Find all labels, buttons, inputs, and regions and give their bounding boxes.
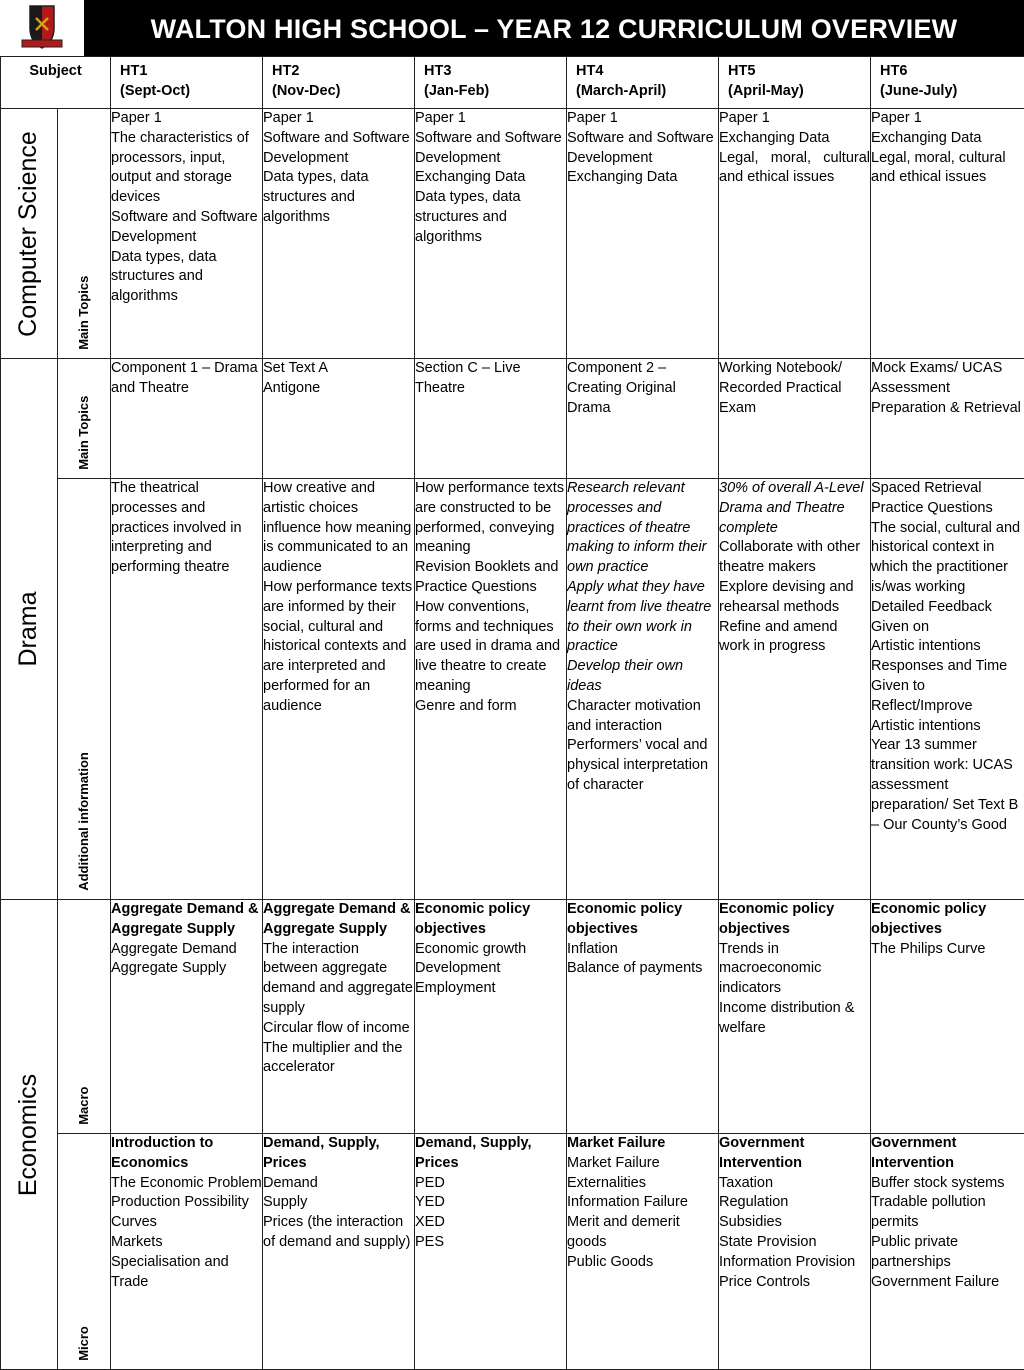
topic-line: Software and Software Development [111,208,262,248]
topic-line: How performance texts are constructed to be performed, conveying meaning [415,479,566,558]
topic-line: Aggregate Demand [111,940,262,960]
subject-name-cell [1,900,58,1370]
row-label-cell [58,479,111,900]
topic-line: Paper 1 [263,109,414,129]
topic-line: Year 13 summer transition work: UCAS assessment preparation/ Set Text B – Our County’s Good [871,736,1024,835]
topic-line: Government Failure [871,1273,1024,1293]
topic-line: How performance texts are informed by their social, cultural and historical contexts and are interpreted and performed for an audience [263,578,414,717]
topic-cell [567,479,719,900]
term-name: HT5 [728,62,862,82]
topic-line: Inflation [567,940,718,960]
topic-cell [415,359,567,479]
topic-line: Income distribution & welfare [719,999,870,1039]
topic-line: Economic policy objectives [719,900,870,940]
topic-cell [719,479,871,900]
topic-line: Explore devising and rehearsal methods [719,578,870,618]
subject-name-cell [1,109,58,359]
subject-name-cell [1,359,58,900]
topic-line: Externalities [567,1174,718,1194]
term-months: (Jan-Feb) [424,82,558,102]
topic-line: Mock Exams/ UCAS Assessment Preparation & Retrieval [871,359,1024,418]
school-crest-icon [0,0,84,56]
term-header-ht1 [111,57,263,109]
topic-line: Information Failure [567,1193,718,1213]
curriculum-table [0,56,1024,1370]
topic-line: Aggregate Supply [111,959,262,979]
topic-cell [263,359,415,479]
topic-line: Performers’ vocal and physical interpretation of character [567,736,718,795]
topic-cell [415,900,567,1134]
topic-line: Exchanging Data [719,129,870,149]
term-name: HT4 [576,62,710,82]
topic-line: Exchanging Data [871,129,1024,149]
topic-line: Specialisation and Trade [111,1253,262,1293]
topic-line: Paper 1 [567,109,718,129]
topic-line: Aggregate Demand & Aggregate Supply [111,900,262,940]
topic-line: Spaced Retrieval Practice Questions [871,479,1024,519]
topic-line: Development [415,959,566,979]
topic-cell [567,359,719,479]
topic-line: Circular flow of income [263,1019,414,1039]
topic-line: Market Failure [567,1154,718,1174]
topic-line: Trends in macroeconomic indicators [719,940,870,999]
topic-line: Detailed Feedback Given on [871,598,1024,638]
topic-cell [567,109,719,359]
topic-line: The theatrical processes and practices involved in interpreting and performing theatre [111,479,262,578]
topic-line: The characteristics of processors, input, output and storage devices [111,129,262,208]
topic-line: Genre and form [415,697,566,717]
topic-line: Government Intervention [719,1134,870,1174]
topic-line: Software and Software Development [263,129,414,169]
term-name: HT1 [120,62,254,82]
topic-cell [415,1134,567,1370]
row-label-cell [58,900,111,1134]
topic-line: Collaborate with other theatre makers [719,538,870,578]
topic-line: Aggregate Demand & Aggregate Supply [263,900,414,940]
term-header-ht3 [415,57,567,109]
topic-line: PED [415,1174,566,1194]
topic-cell [871,359,1024,479]
topic-line: State Provision [719,1233,870,1253]
topic-line: Refine and amend work in progress [719,618,870,658]
topic-line: Component 2 – Creating Original Drama [567,359,718,418]
topic-line: Balance of payments [567,959,718,979]
row-label-cell [58,109,111,359]
topic-cell [111,109,263,359]
topic-line: 30% of overall A-Level Drama and Theatre complete [719,479,870,538]
topic-line: Economic policy objectives [567,900,718,940]
topic-line: Regulation [719,1193,870,1213]
topic-line: Buffer stock systems [871,1174,1024,1194]
topic-line: How conventions, forms and techniques are used in drama and live theatre to create meaning [415,598,566,697]
page-title: WALTON HIGH SCHOOL – YEAR 12 CURRICULUM OVERVIEW [84,0,1024,56]
topic-cell [871,1134,1024,1370]
topic-line: The Philips Curve [871,940,1024,960]
topic-line: Apply what they have learnt from live theatre to their own work in practice [567,578,718,657]
topic-line: Legal, moral, cultural and ethical issues [719,149,870,189]
topic-line: Economic growth [415,940,566,960]
topic-line: Research relevant processes and practices of theatre making to inform their own practice [567,479,718,578]
topic-line: Information Provision [719,1253,870,1273]
topic-line: Revision Booklets and Practice Questions [415,558,566,598]
term-months: (April-May) [728,82,862,102]
topic-line: Component 1 – Drama and Theatre [111,359,262,399]
topic-line: The multiplier and the accelerator [263,1039,414,1079]
topic-line: Legal, moral, cultural and ethical issues [871,149,1024,189]
topic-cell [567,900,719,1134]
topic-line: Demand, Supply, Prices [263,1134,414,1174]
topic-line: Artistic intentions [871,637,1024,657]
topic-line: Tradable pollution permits [871,1193,1024,1233]
topic-cell [871,900,1024,1134]
topic-line: Paper 1 [415,109,566,129]
topic-line: Taxation [719,1174,870,1194]
topic-line: Economic policy objectives [871,900,1024,940]
topic-line: Subsidies [719,1213,870,1233]
topic-line: Government Intervention [871,1134,1024,1174]
topic-line: Data types, data structures and algorithms [415,188,566,247]
topic-line: How creative and artistic choices influence how meaning is communicated to an audience [263,479,414,578]
row-label: Additional information [74,752,94,891]
topic-line: Supply [263,1193,414,1213]
topic-cell [111,900,263,1134]
topic-line: Paper 1 [111,109,262,129]
topic-line: Production Possibility Curves [111,1193,262,1233]
topic-line: Exchanging Data [567,168,718,188]
topic-line: The Economic Problem [111,1174,262,1194]
topic-line: Employment [415,979,566,999]
subject-row [1,359,1024,479]
subject-row [1,900,1024,1134]
topic-line: Exchanging Data [415,168,566,188]
topic-cell [263,1134,415,1370]
topic-cell [415,479,567,900]
topic-line: Artistic intentions [871,717,1024,737]
topic-line: Market Failure [567,1134,718,1154]
row-label: Micro [74,1326,94,1361]
row-label-cell [58,1134,111,1370]
topic-line: Introduction to Economics [111,1134,262,1174]
topic-line: Merit and demerit goods [567,1213,718,1253]
topic-line: Data types, data structures and algorithms [263,168,414,227]
header-row [1,57,1024,109]
row-label-cell [58,359,111,479]
topic-line: Software and Software Development [415,129,566,169]
topic-cell [871,109,1024,359]
topic-line: Paper 1 [871,109,1024,129]
topic-line: Develop their own ideas [567,657,718,697]
topic-cell [263,900,415,1134]
subject-name: Computer Science [19,131,39,337]
term-header-ht2 [263,57,415,109]
topic-cell [719,1134,871,1370]
topic-cell [111,359,263,479]
topic-cell [263,479,415,900]
topic-cell [719,359,871,479]
page-header [0,0,1024,56]
term-header-ht6 [871,57,1024,109]
topic-cell [719,109,871,359]
topic-cell [111,1134,263,1370]
topic-line: Demand, Supply, Prices [415,1134,566,1174]
topic-line: Data types, data structures and algorithms [111,248,262,307]
term-name: HT3 [424,62,558,82]
subject-column-header: Subject [1,57,111,109]
topic-cell [567,1134,719,1370]
topic-line: Public Goods [567,1253,718,1273]
topic-line: The interaction between aggregate demand and aggregate supply [263,940,414,1019]
row-label: Main Topics [74,396,94,470]
topic-line: YED [415,1193,566,1213]
topic-line: Price Controls [719,1273,870,1293]
subject-name: Drama [19,591,39,666]
topic-line: Markets [111,1233,262,1253]
term-months: (March-April) [576,82,710,102]
term-months: (Sept-Oct) [120,82,254,102]
topic-line: Demand [263,1174,414,1194]
topic-line: PES [415,1233,566,1253]
topic-cell [263,109,415,359]
term-name: HT2 [272,62,406,82]
term-header-ht5 [719,57,871,109]
subject-row [1,479,1024,900]
topic-line: Public private partnerships [871,1233,1024,1273]
topic-line: Prices (the interaction of demand and supply) [263,1213,414,1253]
topic-cell [415,109,567,359]
topic-line: Working Notebook/ Recorded Practical Exam [719,359,870,418]
term-months: (June-July) [880,82,1016,102]
term-header-ht4 [567,57,719,109]
topic-line: Section C – Live Theatre [415,359,566,399]
term-months: (Nov-Dec) [272,82,406,102]
topic-line: Responses and Time Given to Reflect/Improve [871,657,1024,716]
topic-line: Software and Software Development [567,129,718,169]
school-logo [0,0,84,56]
topic-cell [871,479,1024,900]
topic-line: Economic policy objectives [415,900,566,940]
row-label: Main Topics [74,276,94,350]
topic-line: Set Text A [263,359,414,379]
subject-name: Economics [19,1073,39,1195]
topic-line: Antigone [263,379,414,399]
term-name: HT6 [880,62,1016,82]
topic-line: Character motivation and interaction [567,697,718,737]
topic-cell [719,900,871,1134]
topic-cell [111,479,263,900]
subject-row [1,109,1024,359]
topic-line: XED [415,1213,566,1233]
subject-row [1,1134,1024,1370]
topic-line: Paper 1 [719,109,870,129]
topic-line: The social, cultural and historical context in which the practitioner is/was working [871,519,1024,598]
row-label: Macro [74,1087,94,1125]
